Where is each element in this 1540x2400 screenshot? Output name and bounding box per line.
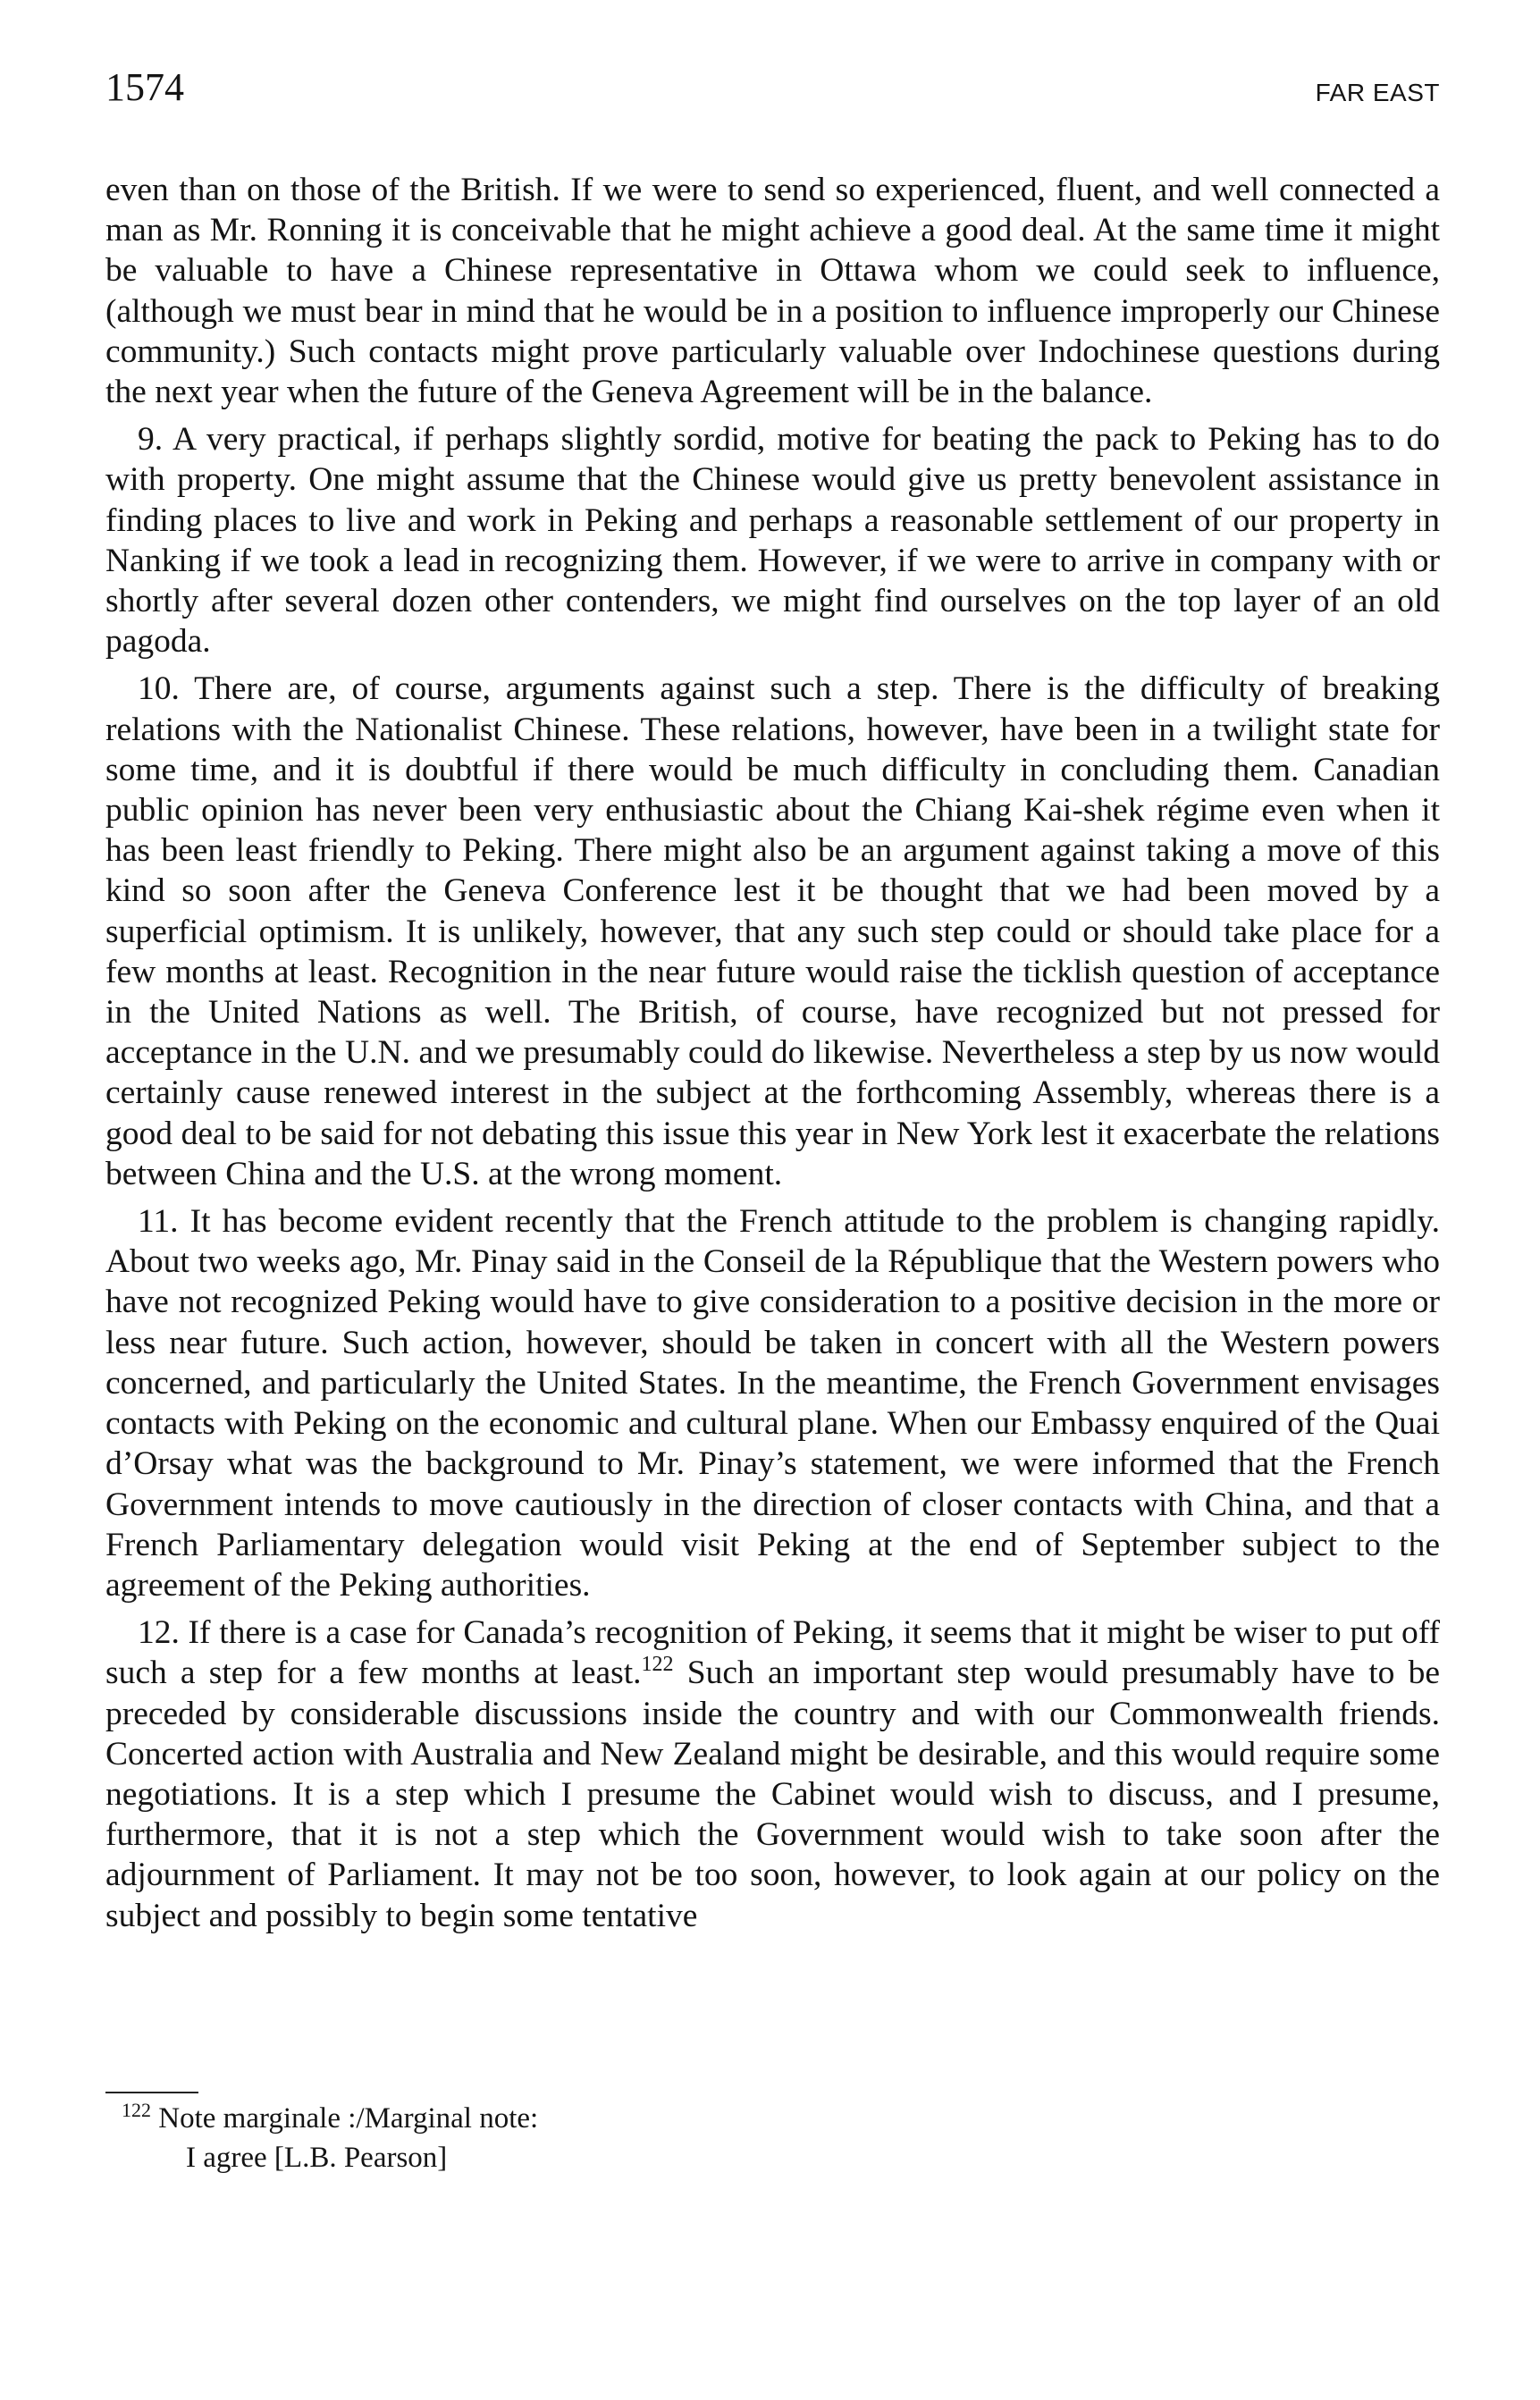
paragraph-continued: even than on those of the British. If we were to send so experienced, fluent, and well connected a man as Mr. Ronning it is conceivable that he might achieve a good deal. At the same time it might be valuable to have a Chinese representative in Ottawa whom we could seek to influence, (although we must bear in mind that he would be in a position to influence improperly our Chinese community.) Such contacts might prove particularly valuable over Indochinese questions during the next year when the future of the Geneva Agreement will be in the balance. [105,172,1440,411]
footnote-line-2: I agree [L.B. Pearson] [186,2142,448,2174]
body-text [105,170,1440,1936]
footnote-divider [105,2092,198,2093]
running-head: FAR EAST [1315,79,1440,106]
footnote-line-1 [122,2099,538,2138]
footnote-marker: 122 [122,2099,151,2121]
page-number: 1574 [105,65,184,109]
footnote [122,2099,538,2177]
footnote-label: Note marginale :/Marginal note: [151,2102,539,2135]
paragraph-11: 11. It has become evident recently that the French attitude to the problem is changing rapidly. About two weeks ago, Mr. Pinay said in the Conseil de la République that the Western powers who have not recognized Peking would have to give consideration to a positive decision in the more or less near future. Such action, however, should be taken in concert with all the Western powers concerned, and particularly the United States. In the meantime, the French Government envisages contacts with Peking on the economic and cultural plane. When our Embassy enquired of the Quai d’Orsay what was the background to Mr. Pinay’s statement, we were informed that the French Government intends to move cautiously in the direction of closer contacts with China, and that a French Parliamentary delegation would visit Peking at the end of September subject to the agreement of the Peking authorities. [105,1203,1440,1604]
paragraph-12-part-2: Such an important step would presumably have to be preceded by considerable discussions inside the country and with our Commonwealth friends. Concerted action with Australia and New Zealand might be desirable, and this would require some negotiations. It is a step which I presume the Cabinet would wish to discuss, and I presume, furthermore, that it is not a step which the Government would wish to take soon after the adjournment of Parliament. It may not be too soon, however, to look again at our policy on the subject and possibly to begin some tentative [105,1655,1440,1934]
footnote-reference[interactable]: 122 [641,1653,674,1677]
page-header [105,64,1440,118]
paragraph-12 [105,1613,1440,1936]
paragraph-9: 9. A very practical, if perhaps slightly sordid, motive for beating the pack to Peking has to do with property. One might assume that the Chinese would give us pretty benevolent assistance in finding places to live and work in Peking and perhaps a reasonable settlement of our property in Nanking if we took a lead in recognizing them. However, if we were to arrive in company with or shortly after several dozen other contenders, we might find ourselves on the top layer of an old pagoda. [105,421,1440,661]
paragraph-10: 10. There are, of course, arguments against such a step. There is the difficulty of breaking relations with the Nationalist Chinese. These relations, however, have been in a twilight state for some time, and it is doubtful if there would be much difficulty in concluding them. Canadian public opinion has never been very enthusiastic about the Chiang Kai-shek régime even when it has been least friendly to Peking. There might also be an argument against taking a move of this kind so soon after the Geneva Conference lest it be thought that we had been moved by a superficial optimism. It is unlikely, however, that any such step could or should take place for a few months at least. Recognition in the near future would raise the ticklish question of acceptance in the United Nations as well. The British, of course, have recognized but not pressed for acceptance in the U.N. and we presumably could do likewise. Nevertheless a step by us now would certainly cause renewed interest in the subject at the forthcoming Assembly, whereas there is a good deal to be said for not debating this issue this year in New York lest it exacerbate the relations between China and the U.S. at the wrong moment. [105,670,1440,1192]
paragraph-12-part-1: 12. If there is a case for Canada’s recognition of Peking, it seems that it might be wiser to put off such a step for a few months at least. [105,1614,1440,1692]
